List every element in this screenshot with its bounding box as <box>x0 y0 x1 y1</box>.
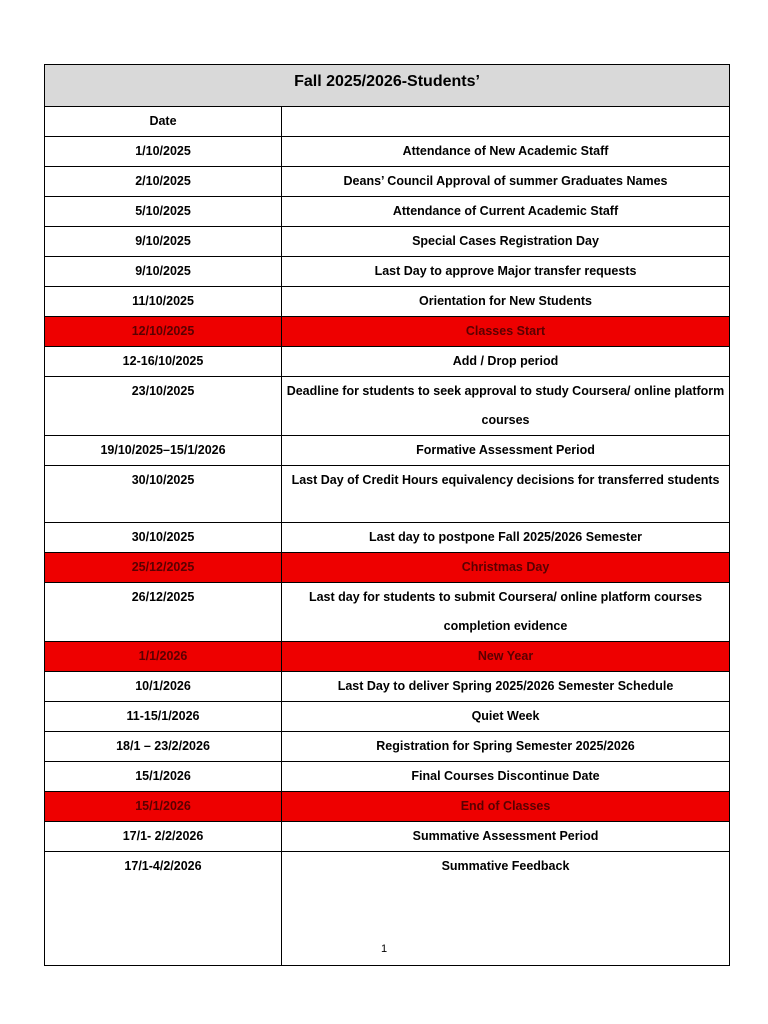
event-cell: Summative Assessment Period <box>282 822 730 852</box>
table-row <box>45 822 730 852</box>
table-row <box>45 642 730 672</box>
date-cell: 11-15/1/2026 <box>45 702 282 732</box>
event-cell: End of Classes <box>282 792 730 822</box>
event-cell: Last Day to approve Major transfer requests <box>282 257 730 287</box>
event-cell: Orientation for New Students <box>282 287 730 317</box>
table-row <box>45 137 730 167</box>
date-cell: 15/1/2026 <box>45 792 282 822</box>
event-cell: Deadline for students to seek approval to study Coursera/ online platform courses <box>282 377 730 436</box>
table-row <box>45 702 730 732</box>
date-cell: 1/10/2025 <box>45 137 282 167</box>
event-cell: Special Cases Registration Day <box>282 227 730 257</box>
date-cell: 17/1- 2/2/2026 <box>45 822 282 852</box>
event-cell: Summative Feedback <box>282 852 730 966</box>
date-cell: 9/10/2025 <box>45 227 282 257</box>
event-cell: Last Day of Credit Hours equivalency decisions for transferred students <box>282 466 730 523</box>
date-cell: 12/10/2025 <box>45 317 282 347</box>
event-cell: Last Day to deliver Spring 2025/2026 Semester Schedule <box>282 672 730 702</box>
date-cell: 18/1 – 23/2/2026 <box>45 732 282 762</box>
title-row <box>45 65 730 107</box>
table-row <box>45 762 730 792</box>
calendar-title: Fall 2025/2026-Students’ <box>294 73 480 90</box>
table-row <box>45 523 730 553</box>
event-cell: Attendance of Current Academic Staff <box>282 197 730 227</box>
date-cell: 23/10/2025 <box>45 377 282 436</box>
date-cell: 11/10/2025 <box>45 287 282 317</box>
page-number: 1 <box>380 943 388 955</box>
table-row <box>45 377 730 436</box>
academic-calendar-table <box>44 64 730 966</box>
table-row <box>45 197 730 227</box>
event-cell: Formative Assessment Period <box>282 436 730 466</box>
table-row <box>45 732 730 762</box>
table-row <box>45 436 730 466</box>
date-cell: 5/10/2025 <box>45 197 282 227</box>
date-cell: 15/1/2026 <box>45 762 282 792</box>
event-cell: Classes Start <box>282 317 730 347</box>
event-cell: Final Courses Discontinue Date <box>282 762 730 792</box>
calendar-title-cell <box>45 65 730 107</box>
table-row <box>45 257 730 287</box>
header-row <box>45 107 730 137</box>
date-cell: 30/10/2025 <box>45 466 282 523</box>
table-row <box>45 672 730 702</box>
event-column-header <box>282 107 730 137</box>
table-row <box>45 553 730 583</box>
event-cell: Attendance of New Academic Staff <box>282 137 730 167</box>
date-column-header: Date <box>45 107 282 137</box>
event-cell: Deans’ Council Approval of summer Graduates Names <box>282 167 730 197</box>
table-row <box>45 583 730 642</box>
date-cell: 1/1/2026 <box>45 642 282 672</box>
table-row <box>45 347 730 377</box>
table-row <box>45 792 730 822</box>
date-cell: 2/10/2025 <box>45 167 282 197</box>
date-cell: 30/10/2025 <box>45 523 282 553</box>
event-cell: Registration for Spring Semester 2025/2026 <box>282 732 730 762</box>
table-row <box>45 287 730 317</box>
date-cell: 19/10/2025–15/1/2026 <box>45 436 282 466</box>
event-cell: Last day to postpone Fall 2025/2026 Semester <box>282 523 730 553</box>
event-cell: Add / Drop period <box>282 347 730 377</box>
table-row <box>45 317 730 347</box>
date-cell: 25/12/2025 <box>45 553 282 583</box>
event-cell: Last day for students to submit Coursera/ online platform courses completion evidence <box>282 583 730 642</box>
event-cell: Christmas Day <box>282 553 730 583</box>
event-cell: Quiet Week <box>282 702 730 732</box>
event-cell: New Year <box>282 642 730 672</box>
date-cell: 10/1/2026 <box>45 672 282 702</box>
date-cell: 17/1-4/2/2026 <box>45 852 282 966</box>
date-cell: 12-16/10/2025 <box>45 347 282 377</box>
date-cell: 9/10/2025 <box>45 257 282 287</box>
table-row <box>45 167 730 197</box>
date-cell: 26/12/2025 <box>45 583 282 642</box>
table-row <box>45 227 730 257</box>
table-row <box>45 466 730 523</box>
